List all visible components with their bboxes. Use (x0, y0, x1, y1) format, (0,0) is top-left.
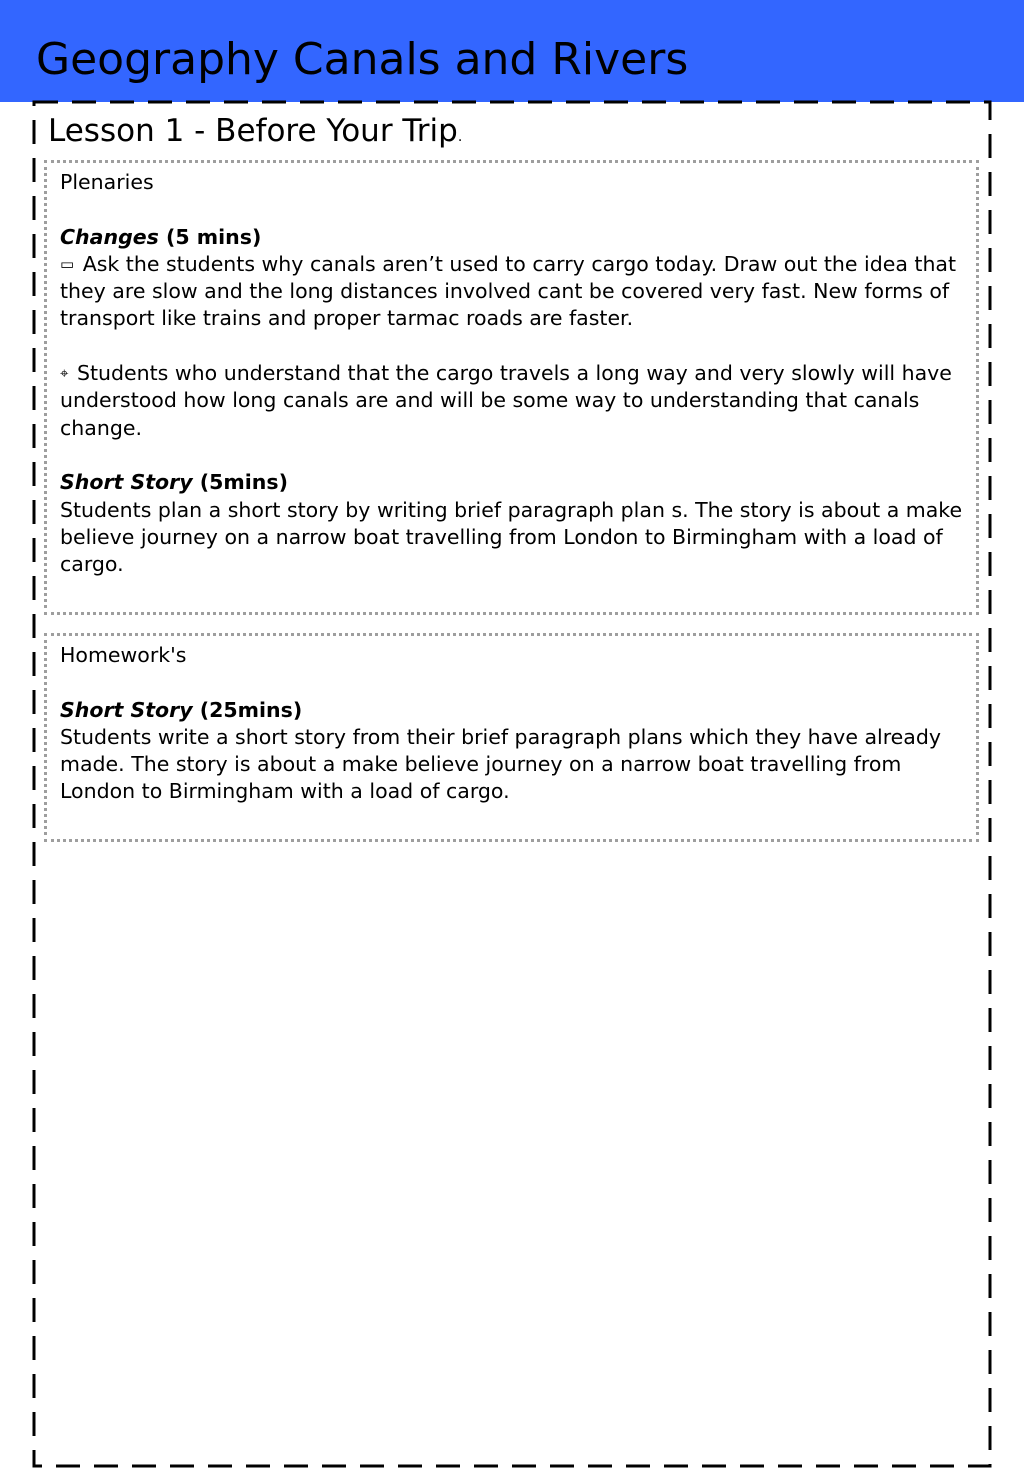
changes-duration: (5 mins) (166, 224, 262, 249)
lesson-title (48, 110, 462, 158)
short-story-description: Students plan a short story by writing brief paragraph plan s. The story is about a make believe journey on a narrow boat travelling from London to Birmingham with a load of cargo. (60, 497, 963, 577)
assessment-description (60, 360, 964, 442)
assessment-text: Students who understand that the cargo travels a long way and very slowly will have understood how long canals are and will be some way to understanding that canals change. (60, 361, 952, 440)
changes-description (60, 251, 964, 333)
lesson-title-text: Lesson 1 - Before Your Trip (48, 113, 458, 149)
homework-short-story-name: Short Story (60, 697, 193, 722)
lesson-title-suffix: . (457, 129, 463, 145)
target-icon: ⌖ (60, 364, 69, 383)
changes-activity-title (60, 224, 964, 251)
short-story-duration: (5mins) (199, 470, 288, 495)
plenaries-panel (44, 160, 979, 615)
page-header (0, 0, 1024, 102)
spacer (60, 669, 964, 696)
changes-text: Ask the students why canals aren’t used to carry cargo today. Draw out the idea that they are slow and the long distances involved cant be covered very fast. New forms of transport like trains and proper tarmac roads are faster. (60, 251, 957, 331)
spacer (60, 333, 964, 360)
plenaries-heading: Plenaries (60, 170, 154, 194)
changes-name: Changes (60, 224, 159, 249)
homework-heading: Homework's (60, 643, 187, 667)
short-story-name: Short Story (60, 470, 193, 495)
homework-short-story-title (60, 697, 964, 724)
spacer (60, 196, 964, 223)
homework-panel (44, 633, 979, 842)
page-title: Geography Canals and Rivers (36, 34, 689, 85)
homework-short-story-duration: (25mins) (199, 697, 303, 722)
short-story-activity-title (60, 469, 964, 496)
spacer (60, 442, 964, 469)
homework-short-story-description: Students write a short story from their brief paragraph plans which they have already made. The story is about a make believe journey on a narrow boat travelling from London to Birmingham with a load of cargo. (60, 724, 941, 804)
box-icon: ▭ (60, 254, 75, 273)
